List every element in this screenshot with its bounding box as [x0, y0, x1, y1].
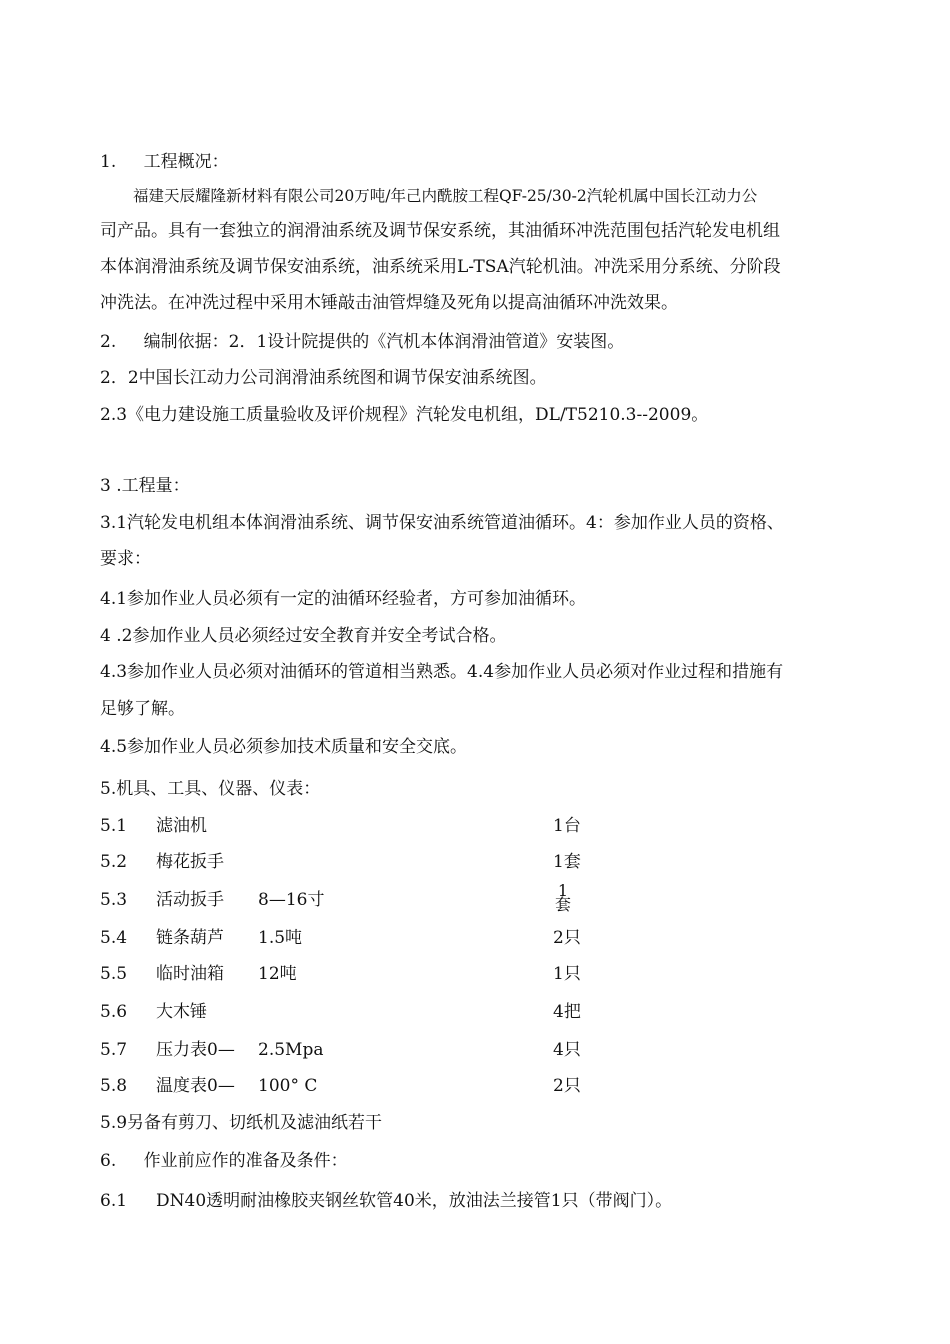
section-2-line-2: 2．2中国长江动力公司润滑油系统图和调节保安油系统图。	[100, 368, 547, 388]
section-4-line-4: 足够了解。	[100, 699, 185, 719]
tool-item-number: 5.7	[100, 1040, 128, 1060]
tool-item-qty-stacked	[553, 884, 573, 914]
tool-item-qty: 2只	[553, 928, 581, 948]
tool-item-name: 链条葫芦	[156, 928, 224, 948]
section-6-title: 作业前应作的准备及条件：	[143, 1151, 348, 1171]
section-5-note: 5.9另备有剪刀、切纸机及滤油纸若干	[100, 1113, 383, 1133]
section-3-line-2: 要求：	[100, 549, 151, 569]
section-6-heading	[100, 1151, 348, 1171]
section-4-line-5: 4.5参加作业人员必须参加技术质量和安全交底。	[100, 737, 468, 757]
tool-item-number: 5.6	[100, 1002, 128, 1022]
tool-item-spec: 8—16寸	[258, 890, 325, 910]
tool-item-name: 压力表0—	[156, 1040, 235, 1060]
tool-item-number: 5.4	[100, 928, 128, 948]
tool-item-qty: 1台	[553, 816, 581, 836]
tool-item-spec: 2.5Mpa	[258, 1040, 324, 1060]
tool-item-number: 5.5	[100, 964, 128, 984]
tool-item-spec: 12吨	[258, 964, 297, 984]
section-2-line-3: 2.3《电力建设施工质量验收及评价规程》汽轮发电机组，DL/T5210.3--2009。	[100, 405, 709, 425]
tool-item-name: 梅花扳手	[156, 852, 224, 872]
tool-item-qty-top: 1	[557, 884, 569, 900]
section-2-line-1	[100, 332, 624, 352]
section-1-para-line-1: 福建天辰耀隆新材料有限公司20万吨/年己内酰胺工程QF-25/30-2汽轮机属中国长江动力公	[133, 187, 758, 205]
section-6-number: 6.	[100, 1151, 117, 1171]
tool-item-number: 5.3	[100, 890, 128, 910]
section-1-para-line-2: 司产品。具有一套独立的润滑油系统及调节保安系统，其油循环冲洗范围包括汽轮发电机组	[100, 221, 780, 241]
section-4-line-1: 4.1参加作业人员必须有一定的油循环经验者，方可参加油循环。	[100, 589, 587, 609]
section-5-heading: 5.机具、工具、仪器、仪表：	[100, 779, 321, 799]
section-4-line-2: 4 .2参加作业人员必须经过安全教育并安全考试合格。	[100, 626, 507, 646]
section-3-line-1: 3.1汽轮发电机组本体润滑油系统、调节保安油系统管道油循环。4：参加作业人员的资格、	[100, 513, 784, 533]
section-2-number: 2.	[100, 332, 117, 352]
tool-item-number: 5.1	[100, 816, 128, 836]
tool-item-name: 临时油箱	[156, 964, 224, 984]
tool-item-name: 大木锤	[156, 1002, 207, 1022]
tool-item-qty: 4把	[553, 1002, 581, 1022]
section-1-title: 工程概况：	[143, 152, 229, 172]
tool-item-number: 5.8	[100, 1076, 128, 1096]
tool-item-qty: 2只	[553, 1076, 581, 1096]
tool-item-qty: 1套	[553, 852, 581, 872]
tool-item-spec: 1.5吨	[258, 928, 303, 948]
section-1-para-line-4: 冲洗法。在冲洗过程中采用木锤敲击油管焊缝及死角以提高油循环冲洗效果。	[100, 293, 678, 313]
tool-item-spec: 100° C	[258, 1076, 318, 1096]
tool-item-name: 滤油机	[156, 816, 207, 836]
tool-item-qty: 1只	[553, 964, 581, 984]
tool-item-number: 5.2	[100, 852, 128, 872]
section-3-heading: 3 .工程量：	[100, 476, 190, 496]
section-1-heading	[100, 152, 229, 172]
section-2-text: 编制依据：2．1设计院提供的《汽机本体润滑油管道》安装图。	[143, 332, 625, 352]
tool-item-name: 温度表0—	[156, 1076, 235, 1096]
tool-item-qty: 4只	[553, 1040, 581, 1060]
section-6-item-text: DN40透明耐油橡胶夹钢丝软管40米，放油法兰接管1只（带阀门）。	[156, 1191, 673, 1211]
tool-item-qty-bottom: 套	[554, 895, 571, 914]
section-1-para-line-3: 本体润滑油系统及调节保安油系统，油系统采用L-TSA汽轮机油。冲洗采用分系统、分阶段	[100, 257, 781, 277]
tool-item-name: 活动扳手	[156, 890, 224, 910]
section-4-line-3: 4.3参加作业人员必须对油循环的管道相当熟悉。4.4参加作业人员必须对作业过程和措施有	[100, 662, 784, 682]
section-1-number: 1.	[100, 152, 117, 172]
section-6-item-number: 6.1	[100, 1191, 128, 1211]
